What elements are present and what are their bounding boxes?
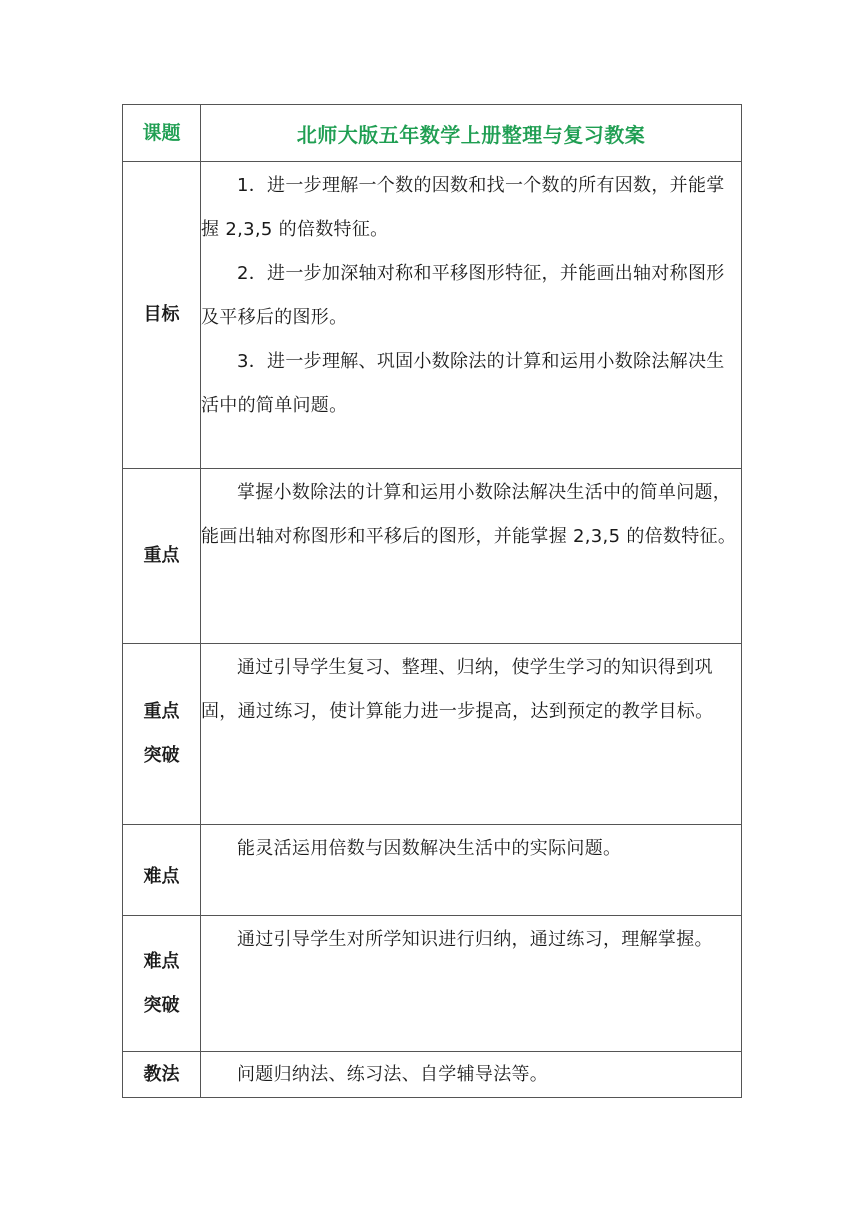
row-label-line: 难点 bbox=[143, 866, 180, 887]
row-content-difficulties bbox=[201, 825, 742, 916]
row-content-key-points bbox=[201, 469, 742, 644]
row-content-key-breakthrough bbox=[201, 644, 742, 825]
difficulties-row bbox=[123, 825, 742, 916]
row-label-line: 突破 bbox=[143, 994, 180, 1016]
paragraph: 3．进一步理解、巩固小数除法的计算和运用小数除法解决生活中的简单问题。 bbox=[201, 351, 725, 416]
paragraph: 通过引导学生对所学知识进行归纳，通过练习，理解掌握。 bbox=[237, 929, 713, 950]
paragraph: 能灵活运用倍数与因数解决生活中的实际问题。 bbox=[237, 838, 622, 859]
paragraph: 掌握小数除法的计算和运用小数除法解决生活中的简单问题，能画出轴对称图形和平移后的图形，并能掌握 2,3,5 的倍数特征。 bbox=[201, 482, 737, 547]
row-label-key-points bbox=[123, 469, 201, 644]
lesson-title: 北师大版五年数学上册整理与复习教案 bbox=[201, 105, 742, 162]
paragraph: 1．进一步理解一个数的因数和找一个数的所有因数，并能掌握 2,3,5 的倍数特征。 bbox=[201, 175, 725, 240]
paragraph: 问题归纳法、练习法、自学辅导法等。 bbox=[237, 1063, 549, 1085]
row-label-line: 难点 bbox=[143, 950, 180, 972]
row-label-line: 目标 bbox=[143, 304, 180, 325]
row-label-difficulties bbox=[123, 825, 201, 916]
row-label-line: 突破 bbox=[143, 745, 180, 766]
lesson-plan-table bbox=[122, 104, 742, 1098]
teaching-method-row bbox=[123, 1052, 742, 1098]
paragraph: 2．进一步加深轴对称和平移图形特征，并能画出轴对称图形及平移后的图形。 bbox=[201, 263, 725, 328]
key-points-row bbox=[123, 469, 742, 644]
row-label-key-breakthrough bbox=[123, 644, 201, 825]
title-label: 课题 bbox=[123, 105, 201, 162]
row-content-teaching-method bbox=[201, 1052, 742, 1098]
row-label-teaching-method bbox=[123, 1052, 201, 1098]
row-content-objectives bbox=[201, 162, 742, 469]
title-row bbox=[123, 105, 742, 162]
paragraph: 通过引导学生复习、整理、归纳，使学生学习的知识得到巩固，通过练习，使计算能力进一步提高，达到预定的教学目标。 bbox=[201, 657, 714, 722]
row-label-line: 教法 bbox=[143, 1063, 180, 1085]
row-label-line: 重点 bbox=[143, 701, 180, 722]
row-label-objectives bbox=[123, 162, 201, 469]
row-label-difficulty-breakthrough bbox=[123, 916, 201, 1052]
row-label-line: 重点 bbox=[143, 545, 180, 566]
row-content-difficulty-breakthrough bbox=[201, 916, 742, 1052]
objectives-row bbox=[123, 162, 742, 469]
difficulty-breakthrough-row bbox=[123, 916, 742, 1052]
key-breakthrough-row bbox=[123, 644, 742, 825]
